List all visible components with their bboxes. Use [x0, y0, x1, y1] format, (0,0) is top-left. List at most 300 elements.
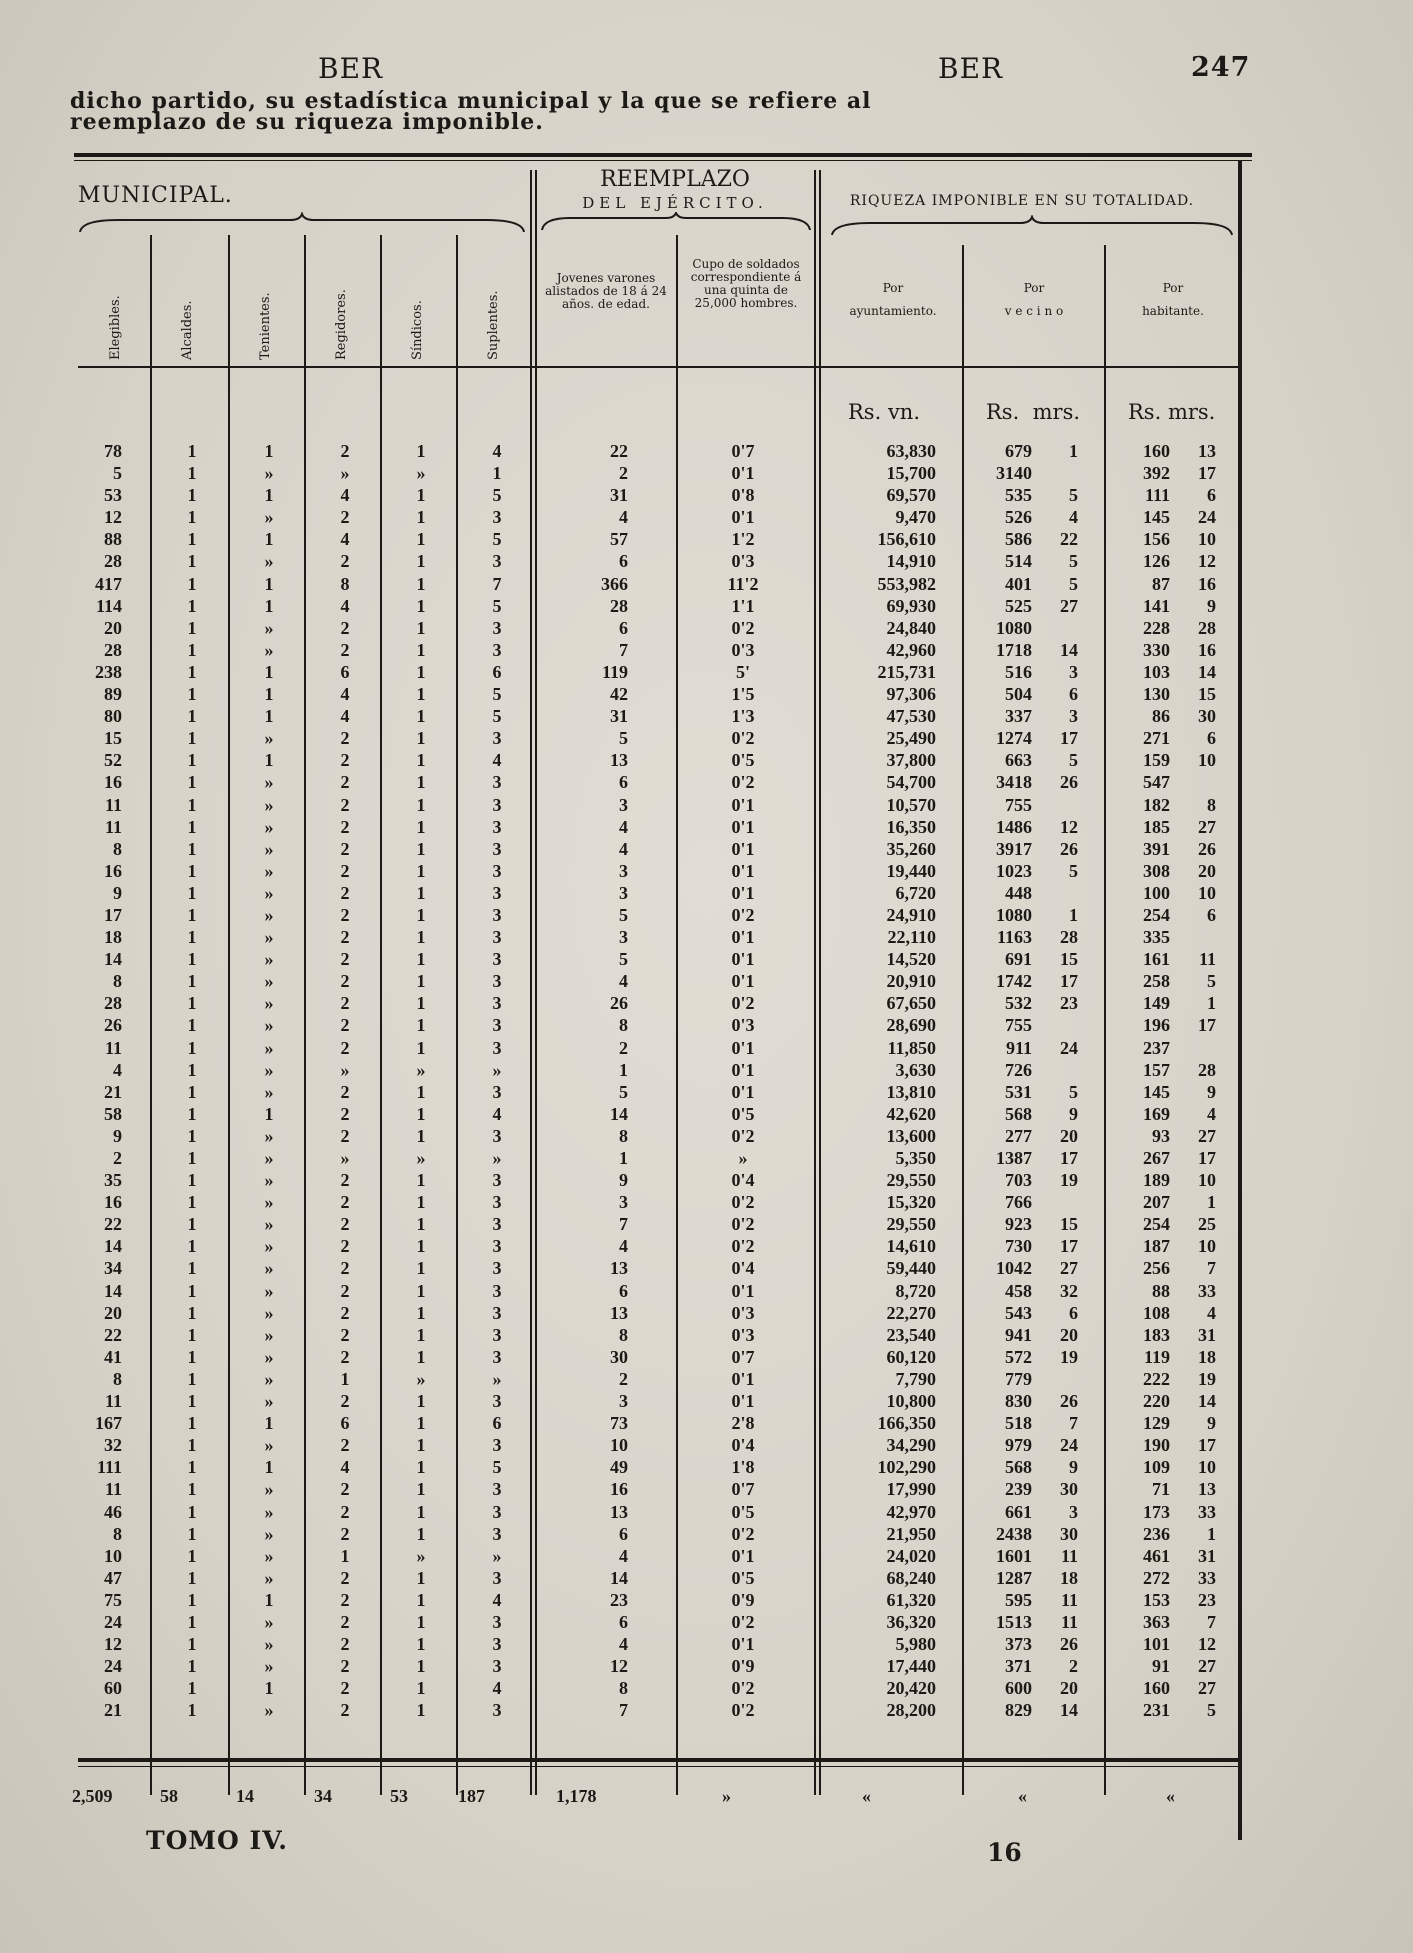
table-cell: 1 — [416, 1501, 426, 1522]
table-cell: 17 — [1198, 1015, 1216, 1036]
table-cell: 4 — [1207, 1302, 1216, 1323]
table-cell: 1 — [187, 529, 197, 550]
document-page: BER BER 247 dicho partido, su estadística municipal y la que se refiere al reemplazo de su riqueza imponible. MUNICIPAL. REEMPLAZO DEL EJÉRCITO. RIQUEZA IMPONIBLE EN SU TOTALIDAD. Elegibles. Alcaldes. Tenientes. Regidores. Síndicos. Suplentes. Jovenes varones alistados de 18 á 24 años. de edad. Cupo de soldados correspondiente á una quinta de 25,000 hombres. Por ayuntamiento. Por v e c i n o Por habitante. Rs. vn. Rs. mrs. Rs. mrs. 78 5 53 12 88 28 417 114 20 28 238 89 80 15 52 16 11 11 8 16 9 17 18 14 8 28 26 11 4 21 58 9 2 35 16 22 14 34 14 20 22 41 8 11 167 32 111 11 46 8 10 47 75 24 12 24 60 21 1 1 1 1 1 1 1 1 1 1 1 1 1 1 1 1 1 1 1 1 1 1 1 1 1 1 1 1 1 1 1 1 1 1 1 1 1 1 1 1 1 1 1 1 1 1 1 1 1 1 1 1 1 1 1 1 1 1 1 » 1 » 1 » 1 1 » » 1 1 1 » 1 » » » » » » » » » » » » » » » 1 » » » » » » » » » » » » » 1 » 1 » » » » » 1 » » » 1 » 2 » 4 2 4 2 8 4 2 2 6 4 4 2 2 2 2 2 2 2 2 2 2 2 2 2 2 2 » 2 2 2 » 2 2 2 2 2 2 2 2 2 1 2 6 2 4 2 2 2 1 2 2 2 2 2 2 2 1 » 1 1 1 1 1 1 1 1 1 1 1 1 1 1 1 1 1 1 1 1 1 1 1 1 1 1 » 1 1 1 » 1 1 1 1 1 1 1 1 1 » 1 1 1 1 1 1 1 » 1 1 1 1 1 1 1 4 1 5 3 5 3 7 5 3 3 6 5 5 3 4 3 3 3 3 3 3 3 3 3 3 3 3 3 » 3 4 3 » 3 3 3 3 3 3 3 3 3 » 3 6 3 5 3 3 3 » 3 4 3 3 3 4 3 22 2 31 4 57 6 366 28 6 7 119 42 31 5 13 6 3 4 4 3 3 5 3 5 4 26 8 2 1 5 14 8 1 9 3 7 4 13 6 13 8 30 2 3 73 10 49 16 13 6 4 14 23 6 4 12 8 7 0'7 0'1 0'8 0'1 1'2 0'3 11'2 1'1 0'2 0'3 5' 1'5 1'3 0'2 0'5 0'2 0'1 0'1 0'1 0'1 0'1 0'2 0'1 0'1 0'1 0'2 0'3 0'1 0'1 0'1 0'5 0'2 » 0'4 0'2 0'2 0'2 0'4 0'1 0'3 0'3 0'7 0'1 0'1 2'8 0'4 1'8 0'7 0'5 0'2 0'1 0'5 0'9 0'2 0'1 0'9 0'2 0'2 63,830 15,700 69,570 9,470 156,610 14,910 553,982 69,930 24,840 42,960 215,731 97,306 47,530 25,490 37,800 54,700 10,570 16,350 35,260 19,440 6,720 24,910 22,110 14,520 20,910 67,650 28,690 11,850 3,630 13,810 42,620 13,600 5,350 29,550 15,320 29,550 14,610 59,440 8,720 22,270 23,540 60,120 7,790 10,800 166,350 34,290 102,290 17,990 42,970 21,950 24,020 68,240 61,320 36,320 5,980 17,440 20,420 28,200 679 3140 535 526 586 514 401 525 1080 1718 516 504 337 1274 663 3418 755 1486 3917 1023 448 1080 1163 691 1742 532 755 911 726 531 568 277 1387 703 766 923 730 1042 458 543 941 572 779 830 518 979 568 239 661 2438 1601 1287 595 1513 373 371 600 829 1 5 4 22 5 5 27 14 3 6 3 17 5 26 12 26 5 1 28 15 17 23 24 5 9 20 17 19 15 17 27 32 6 20 19 26 7 24 9 30 3 30 11 18 11 11 26 2 20 14 160 392 111 145 156 126 87 141 228 330 103 130 86 271 159 547 182 185 391 308 100 254 335 161 258 149 196 237 157 145 169 93 267 189 207 254 187 256 88 108 183 119 222 220 129 190 109 71 173 236 461 272 153 363 101 91 160 231 13 17 6 24 10 12 16 9 28 16 14 15 30 6 10 8 27 26 20 10 6 11 5 1 17 28 9 4 27 17 10 1 25 10 7 33 4 31 18 19 14 9 17 10 13 33 1 31 33 23 7 12 27 27 5 2,509 58 14 34 53 187 1,178 » « « « TOMO IV. 16 — [0, 0, 1413, 1953]
table-cell: 553,982 — [877, 573, 936, 594]
table-cell: 979 — [1005, 1435, 1032, 1456]
total-sindicos: 53 — [390, 1786, 408, 1806]
table-cell: 1 — [187, 441, 197, 461]
table-cell: 0'2 — [731, 904, 755, 925]
table-cell: 371 — [1005, 1656, 1032, 1677]
table-cell: 1 — [264, 573, 274, 594]
col-rule — [962, 245, 964, 1795]
table-cell — [1178, 771, 1216, 793]
table-cell: 1 — [340, 1545, 350, 1566]
table-cell: 0'9 — [731, 1656, 755, 1677]
table-cell: 1 — [264, 661, 274, 682]
column-ayuntamiento — [838, 440, 936, 1721]
table-cell: 277 — [1005, 1125, 1032, 1146]
table-cell: 1287 — [996, 1567, 1032, 1588]
table-cell: 1 — [187, 1302, 197, 1323]
table-cell: 14 — [610, 1567, 628, 1588]
table-cell: » — [264, 772, 274, 793]
table-cell: » — [264, 860, 274, 881]
table-cell: 109 — [1143, 1457, 1170, 1478]
table-cell: 2 — [340, 1037, 350, 1058]
table-cell: 392 — [1143, 463, 1170, 484]
table-cell: 32 — [1060, 1280, 1078, 1301]
table-cell: 60,120 — [886, 1346, 936, 1367]
table-cell: 25 — [1198, 1214, 1216, 1235]
table-cell: 9 — [1207, 595, 1216, 616]
table-cell: 0'8 — [731, 485, 755, 506]
table-cell: 3 — [492, 1280, 502, 1301]
table-cell: 1 — [187, 838, 197, 859]
units-habitante: Rs. mrs. — [1128, 400, 1216, 424]
table-cell: 9 — [1207, 1081, 1216, 1102]
table-cell: 755 — [1005, 794, 1032, 815]
table-cell: 2 — [340, 1523, 350, 1544]
table-cell: 1 — [187, 485, 197, 506]
table-cell: 3 — [492, 838, 502, 859]
table-cell: » — [264, 1324, 274, 1345]
col-head-jovenes: Jovenes varones alistados de 18 á 24 años. de edad. — [545, 271, 667, 311]
table-cell: 1 — [416, 1258, 426, 1279]
col-rule-double — [535, 170, 537, 1795]
table-cell: 7,790 — [895, 1368, 936, 1389]
table-cell: 0'2 — [731, 617, 755, 638]
table-cell: 3 — [492, 1391, 502, 1412]
table-cell: 30 — [1060, 1479, 1078, 1500]
table-cell: 33 — [1198, 1567, 1216, 1588]
table-cell: 18 — [104, 927, 122, 948]
table-cell: 3 — [492, 816, 502, 837]
table-cell: 6 — [1207, 485, 1216, 506]
table-cell: 2 — [340, 1324, 350, 1345]
total-cupo: » — [722, 1786, 731, 1806]
table-cell: 4 — [492, 441, 502, 461]
table-cell: 34,290 — [886, 1435, 936, 1456]
table-cell: » — [738, 1148, 748, 1168]
table-cell: 1 — [416, 1634, 426, 1655]
table-cell: 1'5 — [731, 684, 755, 705]
table-cell: 1 — [187, 1081, 197, 1102]
table-cell: » — [340, 1148, 350, 1168]
table-cell: 1 — [416, 1214, 426, 1235]
table-cell: 12 — [104, 1634, 122, 1655]
table-cell: 1 — [416, 1479, 426, 1500]
table-cell: 3 — [492, 860, 502, 881]
table-cell: 59,440 — [886, 1258, 936, 1279]
table-cell: 4 — [619, 838, 628, 859]
table-cell: 215,731 — [877, 661, 936, 682]
table-cell: 401 — [1005, 573, 1032, 594]
table-cell: 10 — [1198, 882, 1216, 903]
table-cell: 5 — [1069, 860, 1078, 881]
section-reemplazo-sub: DEL EJÉRCITO. — [582, 194, 768, 212]
table-cell: 26 — [1060, 1634, 1078, 1655]
table-cell: 111 — [96, 1457, 122, 1478]
col-rule-double — [819, 170, 821, 1795]
table-cell: 0'2 — [731, 1214, 755, 1235]
table-cell: 0'1 — [731, 838, 755, 859]
table-cell: » — [264, 904, 274, 925]
table-cell: 239 — [1005, 1479, 1032, 1500]
table-cell: 220 — [1143, 1391, 1170, 1412]
table-cell: 2 — [340, 1611, 350, 1632]
table-cell: 514 — [1005, 551, 1032, 572]
table-cell: 337 — [1005, 706, 1032, 727]
table-cell: 114 — [95, 595, 122, 616]
table-cell: 17 — [1198, 1148, 1216, 1168]
table-cell: » — [340, 1059, 350, 1080]
section-riqueza: RIQUEZA IMPONIBLE EN SU TOTALIDAD. — [849, 193, 1195, 209]
units-ayuntamiento: Rs. vn. — [848, 400, 921, 424]
table-cell — [1040, 617, 1078, 639]
table-cell: » — [416, 463, 426, 484]
table-cell: » — [492, 1545, 502, 1566]
table-cell: 10,570 — [886, 794, 936, 815]
table-cell: 661 — [1005, 1501, 1032, 1522]
table-cell: 1 — [416, 1567, 426, 1588]
table-cell: 1 — [187, 1037, 197, 1058]
table-cell: 1 — [187, 750, 197, 771]
table-cell: 1 — [264, 684, 274, 705]
table-cell: 0'2 — [731, 993, 755, 1014]
table-cell: 5,980 — [895, 1634, 936, 1655]
section-municipal: MUNICIPAL. — [78, 183, 233, 208]
table-cell: 1 — [187, 1192, 197, 1213]
table-cell: 9 — [113, 1125, 122, 1146]
table-cell: 5 — [492, 529, 502, 550]
table-cell: 11 — [104, 1037, 122, 1058]
col-rule-double — [814, 170, 816, 1795]
table-cell: 2 — [340, 1678, 350, 1699]
table-cell: 1 — [187, 1346, 197, 1367]
table-cell: 0'1 — [731, 971, 755, 992]
table-cell: 703 — [1005, 1170, 1032, 1191]
table-cell: 4 — [619, 1634, 628, 1655]
table-cell: 726 — [1005, 1059, 1032, 1080]
table-cell: 2 — [340, 927, 350, 948]
table-cell: 271 — [1143, 728, 1170, 749]
table-cell: 80 — [104, 706, 122, 727]
table-cell: 28 — [1198, 617, 1216, 638]
table-cell: » — [264, 1258, 274, 1279]
table-cell: 0'2 — [731, 1700, 755, 1721]
table-cell: 14 — [104, 1236, 122, 1257]
table-cell: 0'2 — [731, 1611, 755, 1632]
table-cell: 5 — [1069, 1081, 1078, 1102]
table-cell: 7 — [619, 1214, 628, 1235]
table-cell: 1 — [187, 1148, 197, 1168]
table-cell: 111 — [1144, 485, 1170, 506]
table-cell: 1'1 — [731, 595, 755, 616]
table-cell: 0'7 — [731, 441, 755, 461]
table-cell: 6 — [619, 1611, 628, 1632]
table-cell: 67,650 — [886, 993, 936, 1014]
table-cell: 911 — [1005, 1037, 1032, 1058]
table-cell: 102,290 — [877, 1457, 936, 1478]
table-cell: 18 — [1198, 1346, 1216, 1367]
table-cell: 2 — [619, 463, 628, 484]
brace-riqueza — [830, 215, 1234, 237]
table-cell: 14,910 — [886, 551, 936, 572]
totals-rule-top — [78, 1758, 1238, 1762]
table-cell: 185 — [1143, 816, 1170, 837]
table-cell: 0'2 — [731, 1678, 755, 1699]
table-cell: 2 — [340, 860, 350, 881]
table-cell: 531 — [1005, 1081, 1032, 1102]
table-cell: » — [264, 1148, 274, 1168]
table-cell: 17,440 — [886, 1656, 936, 1677]
table-cell: 29,550 — [886, 1170, 936, 1191]
table-cell: 1513 — [996, 1611, 1032, 1632]
table-cell: 1 — [416, 971, 426, 992]
table-cell: » — [492, 1148, 502, 1168]
table-cell: 20 — [1198, 860, 1216, 881]
table-cell: » — [264, 1656, 274, 1677]
table-cell: 10 — [1198, 750, 1216, 771]
table-cell: 0'1 — [731, 507, 755, 528]
column-alcaldes — [168, 440, 216, 1721]
table-cell: 28 — [1198, 1059, 1216, 1080]
table-cell: 461 — [1143, 1545, 1170, 1566]
table-cell: 3,630 — [895, 1059, 936, 1080]
table-cell: 26 — [1060, 1391, 1078, 1412]
table-cell: 1 — [416, 595, 426, 616]
table-cell: 11 — [1060, 1589, 1078, 1610]
table-cell: 4 — [1069, 507, 1078, 528]
table-cell: 1 — [187, 993, 197, 1014]
table-cell: » — [264, 1611, 274, 1632]
intro-text: dicho partido, su estadística municipal y la que se refiere al reemplazo de su riqueza imponible. — [70, 88, 872, 135]
col-rule-double — [530, 170, 532, 1795]
table-cell: 1 — [416, 882, 426, 903]
table-cell: 13 — [610, 1258, 628, 1279]
table-cell: 1 — [187, 1656, 197, 1677]
table-cell: 20,910 — [886, 971, 936, 992]
table-cell: 1 — [187, 1501, 197, 1522]
table-cell: 0'5 — [731, 1103, 755, 1124]
table-cell: 88 — [104, 529, 122, 550]
table-cell: 1080 — [996, 904, 1032, 925]
table-cell: 15 — [1060, 949, 1078, 970]
table-cell: 1 — [264, 1457, 274, 1478]
table-cell: 1 — [416, 1236, 426, 1257]
table-cell: 2 — [340, 882, 350, 903]
table-cell: 18 — [1060, 1567, 1078, 1588]
table-cell: 366 — [601, 573, 628, 594]
right-border — [1238, 160, 1242, 1840]
table-cell: 145 — [1143, 1081, 1170, 1102]
table-cell: 169 — [1143, 1103, 1170, 1124]
table-cell: 2 — [340, 728, 350, 749]
table-cell: 1 — [187, 1170, 197, 1191]
col-head-cupo: Cupo de soldados correspondiente á una quinta de 25,000 hombres. — [690, 257, 802, 310]
table-cell: 1 — [264, 595, 274, 616]
table-cell: 26 — [1198, 838, 1216, 859]
table-cell: 3 — [492, 882, 502, 903]
table-cell: 36,320 — [886, 1611, 936, 1632]
table-cell: 6 — [619, 551, 628, 572]
table-cell: » — [264, 794, 274, 815]
table-cell: 1 — [416, 1435, 426, 1456]
total-elegibles: 2,509 — [72, 1786, 113, 1806]
table-cell: 14,610 — [886, 1236, 936, 1257]
table-cell: 1 — [1207, 1523, 1216, 1544]
table-cell: 16 — [610, 1479, 628, 1500]
table-cell: 24 — [104, 1611, 122, 1632]
table-cell: 829 — [1005, 1700, 1032, 1721]
table-cell: 3 — [619, 927, 628, 948]
table-cell: » — [264, 639, 274, 660]
table-cell: 159 — [1143, 750, 1170, 771]
table-cell: 6 — [619, 617, 628, 638]
table-cell: 5 — [1207, 1700, 1216, 1721]
table-cell: 5,350 — [895, 1148, 936, 1168]
table-cell: 27 — [1198, 816, 1216, 837]
table-cell: » — [264, 971, 274, 992]
table-cell: 228 — [1143, 617, 1170, 638]
table-cell: 1 — [187, 772, 197, 793]
table-cell: 335 — [1143, 927, 1170, 948]
table-cell: 24,840 — [886, 617, 936, 638]
total-alcaldes: 58 — [160, 1786, 178, 1806]
table-cell: 11 — [104, 1479, 122, 1500]
table-cell: 1 — [416, 1523, 426, 1544]
table-cell: 1 — [187, 1059, 197, 1080]
table-cell: 28,200 — [886, 1700, 936, 1721]
table-cell: 17 — [1060, 971, 1078, 992]
table-cell: 24 — [104, 1656, 122, 1677]
table-cell: 1 — [187, 949, 197, 970]
table-cell: » — [264, 463, 274, 484]
table-cell: 4 — [492, 1589, 502, 1610]
table-cell: 93 — [1152, 1125, 1170, 1146]
table-cell: 0'1 — [731, 1368, 755, 1389]
table-cell: » — [264, 1634, 274, 1655]
table-cell: 526 — [1005, 507, 1032, 528]
table-cell: 1 — [187, 882, 197, 903]
table-cell: 8 — [113, 838, 122, 859]
table-cell — [1040, 1368, 1078, 1390]
table-cell: 1 — [264, 1678, 274, 1699]
table-cell: 17 — [1060, 728, 1078, 749]
table-cell: 1 — [416, 441, 426, 461]
table-cell: 0'4 — [731, 1258, 755, 1279]
table-cell: 10 — [1198, 1170, 1216, 1191]
table-cell: 14 — [610, 1103, 628, 1124]
table-cell: 1 — [187, 551, 197, 572]
table-cell: 5 — [492, 595, 502, 616]
col-rule — [304, 235, 306, 1795]
table-cell: 1718 — [996, 639, 1032, 660]
table-cell: 1 — [187, 1368, 197, 1389]
table-cell: 1 — [187, 617, 197, 638]
table-cell: 28,690 — [886, 1015, 936, 1036]
table-cell: 13 — [1198, 1479, 1216, 1500]
table-cell: 89 — [104, 684, 122, 705]
column-vecino-mrs — [1040, 440, 1078, 1721]
table-cell: 535 — [1005, 485, 1032, 506]
table-cell: 691 — [1005, 949, 1032, 970]
table-cell: 20 — [104, 1302, 122, 1323]
table-cell: » — [492, 1059, 502, 1080]
table-cell: » — [340, 463, 350, 484]
table-cell: 1 — [416, 860, 426, 881]
table-cell: » — [264, 1037, 274, 1058]
table-cell: 391 — [1143, 838, 1170, 859]
table-cell: 1 — [416, 529, 426, 550]
table-cell: 0'5 — [731, 1501, 755, 1522]
table-cell: 22 — [610, 441, 628, 461]
table-cell: 5 — [492, 485, 502, 506]
table-cell: 69,930 — [886, 595, 936, 616]
table-cell: » — [264, 617, 274, 638]
table-cell: 23 — [610, 1589, 628, 1610]
table-cell: 16 — [104, 860, 122, 881]
table-cell: 0'1 — [731, 816, 755, 837]
table-cell: 1 — [416, 485, 426, 506]
table-cell: 28 — [104, 551, 122, 572]
table-cell: 17 — [1198, 1435, 1216, 1456]
table-cell: 1 — [187, 706, 197, 727]
table-cell: 0'3 — [731, 1015, 755, 1036]
table-cell: 160 — [1143, 1678, 1170, 1699]
table-cell: 2 — [340, 993, 350, 1014]
table-cell: 1 — [187, 1280, 197, 1301]
table-cell: 14 — [104, 949, 122, 970]
table-cell: 3 — [492, 904, 502, 925]
table-cell: 504 — [1005, 684, 1032, 705]
table-cell: 14,520 — [886, 949, 936, 970]
table-cell: 157 — [1143, 1059, 1170, 1080]
table-cell: 1 — [187, 507, 197, 528]
table-cell: 26 — [104, 1015, 122, 1036]
table-cell: 0'1 — [731, 1037, 755, 1058]
table-cell: 595 — [1005, 1589, 1032, 1610]
table-cell: 1 — [264, 441, 274, 461]
table-cell: 1 — [1207, 993, 1216, 1014]
table-cell: 0'1 — [731, 949, 755, 970]
table-cell: 1 — [187, 860, 197, 881]
table-cell: 6 — [340, 661, 350, 682]
table-cell: 13 — [610, 1302, 628, 1323]
table-cell: 547 — [1143, 772, 1170, 793]
table-cell: » — [416, 1545, 426, 1566]
table-cell: 222 — [1143, 1368, 1170, 1389]
table-cell: 1 — [187, 1678, 197, 1699]
table-cell: 11 — [104, 816, 122, 837]
table-cell: 1 — [1069, 904, 1078, 925]
table-cell: 1 — [187, 1523, 197, 1544]
table-cell: 22 — [104, 1214, 122, 1235]
table-cell: 363 — [1143, 1611, 1170, 1632]
col-rule — [150, 235, 152, 1795]
table-cell: 8,720 — [895, 1280, 936, 1301]
table-cell: 5 — [619, 728, 628, 749]
table-cell: 78 — [104, 441, 122, 461]
table-cell: 28 — [1060, 927, 1078, 948]
table-cell: » — [264, 816, 274, 837]
table-cell: 0'2 — [731, 1523, 755, 1544]
table-cell: 1 — [187, 684, 197, 705]
table-cell: » — [264, 838, 274, 859]
table-cell: 3 — [619, 794, 628, 815]
table-cell: 256 — [1143, 1258, 1170, 1279]
table-cell: 1 — [187, 1236, 197, 1257]
table-cell: 6 — [340, 1413, 350, 1434]
